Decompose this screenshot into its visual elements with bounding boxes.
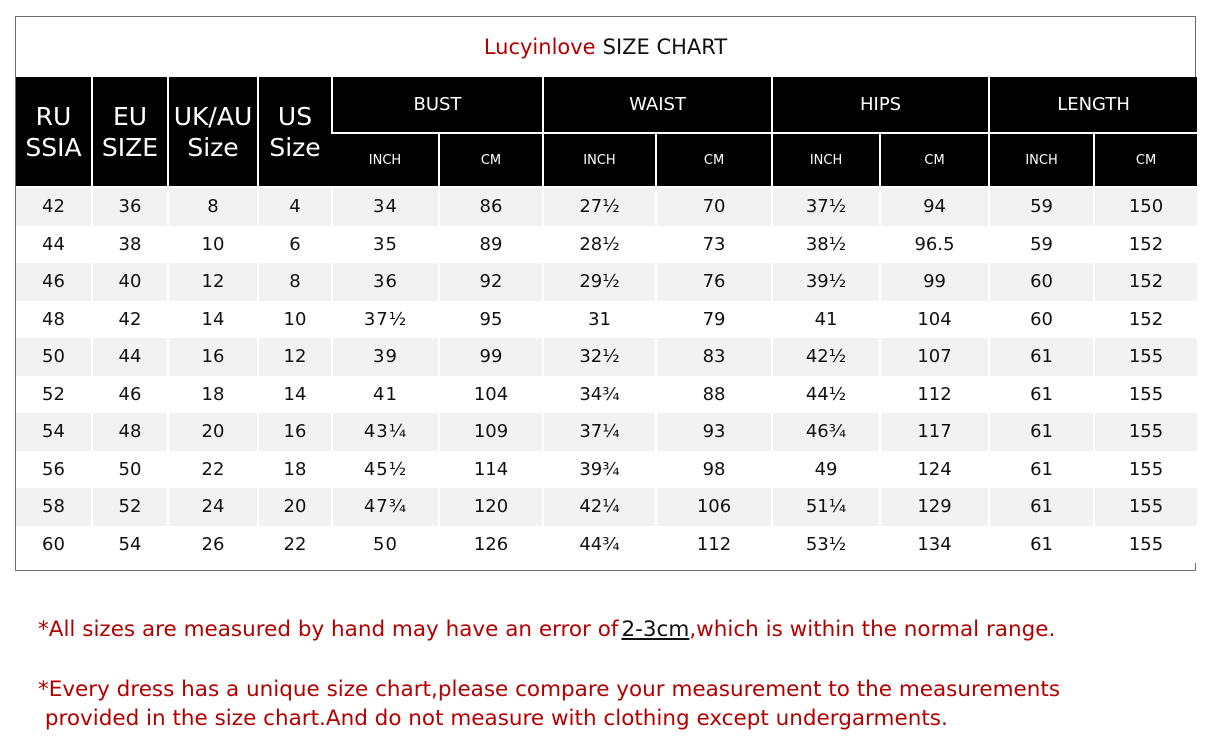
cell-ukau: 24 — [168, 488, 258, 526]
cell-bust-inch: 37½ — [332, 301, 439, 339]
cell-waist-inch: 32½ — [543, 338, 656, 376]
cell-length-cm: 155 — [1094, 451, 1197, 489]
cell-hips-cm: 124 — [880, 451, 989, 489]
header-us — [258, 77, 332, 187]
cell-bust-cm: 126 — [439, 526, 543, 564]
cell-hips-inch: 39½ — [772, 263, 880, 301]
cell-russia: 60 — [16, 526, 92, 564]
header-us-line2: Size — [269, 132, 321, 162]
cell-hips-inch: 38½ — [772, 226, 880, 264]
cell-length-inch: 61 — [989, 488, 1094, 526]
cell-bust-cm: 92 — [439, 263, 543, 301]
cell-length-cm: 155 — [1094, 376, 1197, 414]
cell-ukau: 8 — [168, 187, 258, 226]
cell-hips-inch: 44½ — [772, 376, 880, 414]
cell-length-cm: 152 — [1094, 226, 1197, 264]
table-row — [16, 413, 1197, 451]
header-length-cm: CM — [1094, 133, 1197, 187]
cell-us: 22 — [258, 526, 332, 564]
cell-waist-inch: 31 — [543, 301, 656, 339]
cell-waist-cm: 98 — [656, 451, 772, 489]
cell-eu: 36 — [92, 187, 168, 226]
cell-hips-cm: 117 — [880, 413, 989, 451]
cell-hips-inch: 49 — [772, 451, 880, 489]
cell-eu: 52 — [92, 488, 168, 526]
size-table-body — [16, 187, 1197, 563]
cell-waist-inch: 34¾ — [543, 376, 656, 414]
table-row — [16, 338, 1197, 376]
cell-waist-cm: 93 — [656, 413, 772, 451]
cell-bust-cm: 89 — [439, 226, 543, 264]
cell-hips-cm: 112 — [880, 376, 989, 414]
header-hips: HIPS — [772, 77, 989, 133]
cell-hips-inch: 41 — [772, 301, 880, 339]
cell-ukau: 22 — [168, 451, 258, 489]
header-waist-inch: INCH — [543, 133, 656, 187]
cell-russia: 46 — [16, 263, 92, 301]
cell-russia: 58 — [16, 488, 92, 526]
header-length: LENGTH — [989, 77, 1197, 133]
size-chart — [15, 16, 1196, 571]
note1-text-end: ,which is within the normal range. — [689, 617, 1056, 642]
cell-length-inch: 59 — [989, 187, 1094, 226]
cell-ukau: 12 — [168, 263, 258, 301]
cell-russia: 50 — [16, 338, 92, 376]
cell-ukau: 14 — [168, 301, 258, 339]
brand-name: Lucyinlove — [483, 35, 596, 59]
cell-hips-cm: 129 — [880, 488, 989, 526]
cell-length-inch: 59 — [989, 226, 1094, 264]
cell-length-cm: 155 — [1094, 526, 1197, 564]
cell-waist-inch: 44¾ — [543, 526, 656, 564]
header-us-line1: US — [277, 101, 313, 131]
cell-eu: 38 — [92, 226, 168, 264]
cell-us: 10 — [258, 301, 332, 339]
cell-us: 20 — [258, 488, 332, 526]
cell-bust-inch: 41 — [332, 376, 439, 414]
header-ukau-line1: UK/AU — [173, 101, 253, 131]
header-bust-cm: CM — [439, 133, 543, 187]
table-row — [16, 263, 1197, 301]
header-waist: WAIST — [543, 77, 772, 133]
cell-waist-cm: 106 — [656, 488, 772, 526]
cell-bust-cm: 114 — [439, 451, 543, 489]
cell-bust-inch: 35 — [332, 226, 439, 264]
cell-length-inch: 61 — [989, 413, 1094, 451]
cell-waist-cm: 79 — [656, 301, 772, 339]
cell-bust-inch: 36 — [332, 263, 439, 301]
chart-title — [16, 17, 1195, 77]
cell-bust-cm: 109 — [439, 413, 543, 451]
header-russia-line1: RU — [35, 101, 72, 131]
cell-ukau: 10 — [168, 226, 258, 264]
cell-russia: 44 — [16, 226, 92, 264]
cell-waist-inch: 39¾ — [543, 451, 656, 489]
note1-error-range: 2-3cm — [621, 617, 690, 642]
cell-bust-cm: 120 — [439, 488, 543, 526]
note-measurement-error — [38, 615, 1055, 644]
cell-waist-cm: 70 — [656, 187, 772, 226]
cell-length-cm: 155 — [1094, 338, 1197, 376]
header-ukau-line2: Size — [187, 132, 239, 162]
header-russia-line2: SSIA — [25, 132, 82, 162]
header-hips-inch: INCH — [772, 133, 880, 187]
table-row — [16, 376, 1197, 414]
cell-length-cm: 155 — [1094, 413, 1197, 451]
cell-bust-inch: 47¾ — [332, 488, 439, 526]
cell-hips-inch: 46¾ — [772, 413, 880, 451]
note2-line1: *Every dress has a unique size chart,please compare your measurement to the measurements — [38, 677, 1061, 702]
cell-bust-cm: 104 — [439, 376, 543, 414]
table-row — [16, 301, 1197, 339]
table-row — [16, 226, 1197, 264]
size-table — [16, 77, 1197, 563]
table-row — [16, 451, 1197, 489]
cell-length-cm: 150 — [1094, 187, 1197, 226]
header-russia — [16, 77, 92, 187]
note-unique-size-chart — [38, 675, 1060, 733]
cell-length-cm: 152 — [1094, 263, 1197, 301]
cell-eu: 44 — [92, 338, 168, 376]
cell-hips-cm: 94 — [880, 187, 989, 226]
cell-russia: 56 — [16, 451, 92, 489]
cell-hips-inch: 53½ — [772, 526, 880, 564]
cell-us: 16 — [258, 413, 332, 451]
cell-length-cm: 152 — [1094, 301, 1197, 339]
cell-eu: 48 — [92, 413, 168, 451]
cell-us: 14 — [258, 376, 332, 414]
cell-eu: 54 — [92, 526, 168, 564]
table-row — [16, 526, 1197, 564]
cell-ukau: 26 — [168, 526, 258, 564]
cell-length-inch: 61 — [989, 451, 1094, 489]
cell-waist-inch: 28½ — [543, 226, 656, 264]
cell-bust-inch: 34 — [332, 187, 439, 226]
cell-russia: 42 — [16, 187, 92, 226]
cell-hips-inch: 42½ — [772, 338, 880, 376]
cell-eu: 40 — [92, 263, 168, 301]
cell-us: 8 — [258, 263, 332, 301]
cell-us: 12 — [258, 338, 332, 376]
note1-text-start: *All sizes are measured by hand may have an error of — [38, 617, 619, 642]
cell-waist-inch: 37¼ — [543, 413, 656, 451]
header-eu-line1: EU — [112, 101, 148, 131]
note2-line2: provided in the size chart.And do not measure with clothing except undergarments. — [38, 706, 948, 731]
cell-length-inch: 61 — [989, 526, 1094, 564]
cell-eu: 46 — [92, 376, 168, 414]
cell-hips-cm: 134 — [880, 526, 989, 564]
cell-waist-cm: 83 — [656, 338, 772, 376]
cell-length-inch: 61 — [989, 376, 1094, 414]
cell-hips-cm: 104 — [880, 301, 989, 339]
cell-waist-inch: 27½ — [543, 187, 656, 226]
cell-length-inch: 60 — [989, 263, 1094, 301]
cell-hips-cm: 96.5 — [880, 226, 989, 264]
cell-russia: 52 — [16, 376, 92, 414]
cell-length-inch: 60 — [989, 301, 1094, 339]
cell-waist-inch: 42¼ — [543, 488, 656, 526]
header-ukau — [168, 77, 258, 187]
header-length-inch: INCH — [989, 133, 1094, 187]
cell-ukau: 18 — [168, 376, 258, 414]
cell-bust-inch: 50 — [332, 526, 439, 564]
cell-waist-inch: 29½ — [543, 263, 656, 301]
cell-length-cm: 155 — [1094, 488, 1197, 526]
cell-length-inch: 61 — [989, 338, 1094, 376]
cell-waist-cm: 76 — [656, 263, 772, 301]
header-bust-inch: INCH — [332, 133, 439, 187]
header-eu-line2: SIZE — [101, 132, 159, 162]
table-row — [16, 488, 1197, 526]
cell-hips-cm: 107 — [880, 338, 989, 376]
cell-hips-inch: 37½ — [772, 187, 880, 226]
cell-bust-cm: 99 — [439, 338, 543, 376]
cell-waist-cm: 88 — [656, 376, 772, 414]
cell-russia: 48 — [16, 301, 92, 339]
table-row — [16, 187, 1197, 226]
cell-bust-inch: 39 — [332, 338, 439, 376]
header-bust: BUST — [332, 77, 543, 133]
cell-bust-cm: 86 — [439, 187, 543, 226]
cell-bust-cm: 95 — [439, 301, 543, 339]
cell-waist-cm: 112 — [656, 526, 772, 564]
cell-hips-cm: 99 — [880, 263, 989, 301]
title-text: SIZE CHART — [602, 35, 728, 59]
cell-bust-inch: 45½ — [332, 451, 439, 489]
cell-hips-inch: 51¼ — [772, 488, 880, 526]
header-eu — [92, 77, 168, 187]
cell-us: 6 — [258, 226, 332, 264]
cell-bust-inch: 43¼ — [332, 413, 439, 451]
header-waist-cm: CM — [656, 133, 772, 187]
cell-us: 4 — [258, 187, 332, 226]
cell-us: 18 — [258, 451, 332, 489]
cell-ukau: 20 — [168, 413, 258, 451]
cell-eu: 42 — [92, 301, 168, 339]
cell-eu: 50 — [92, 451, 168, 489]
header-hips-cm: CM — [880, 133, 989, 187]
cell-russia: 54 — [16, 413, 92, 451]
cell-waist-cm: 73 — [656, 226, 772, 264]
cell-ukau: 16 — [168, 338, 258, 376]
